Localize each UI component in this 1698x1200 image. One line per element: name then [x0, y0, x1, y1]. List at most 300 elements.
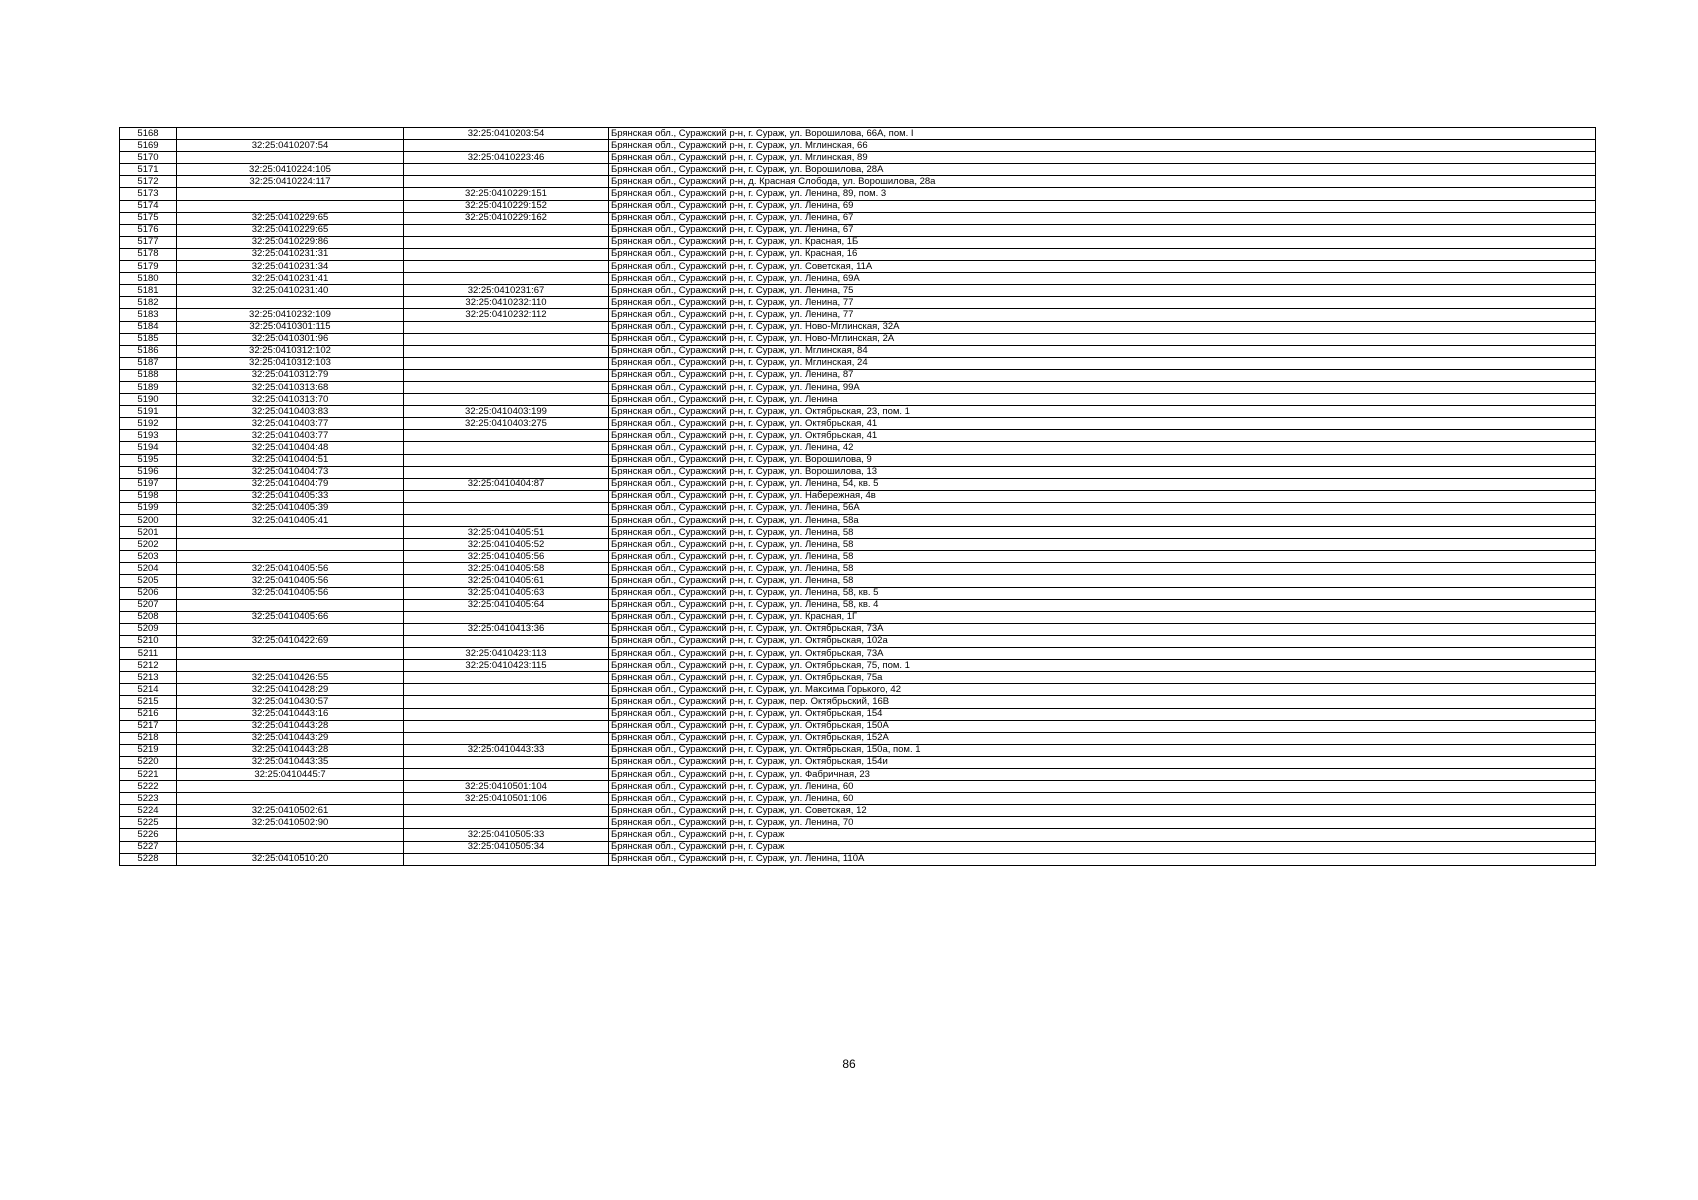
row-number-cell: 5185 [120, 333, 177, 345]
table-row [120, 575, 1596, 587]
table-row [120, 309, 1596, 321]
table-row [120, 768, 1596, 780]
cadastral-number-b-cell: 32:25:0410232:110 [404, 297, 609, 309]
cadastral-number-a-cell: 32:25:0410207:54 [177, 140, 404, 152]
address-cell: Брянская обл., Суражский р-н, г. Сураж, ул. Советская, 12 [609, 805, 1596, 817]
cadastral-number-b-cell: 32:25:0410403:275 [404, 418, 609, 430]
cadastral-number-b-cell: 32:25:0410501:106 [404, 793, 609, 805]
row-number-cell: 5178 [120, 248, 177, 260]
row-number-cell: 5209 [120, 623, 177, 635]
table-row [120, 635, 1596, 647]
address-cell: Брянская обл., Суражский р-н, г. Сураж, ул. Ленина, 99А [609, 381, 1596, 393]
cadastral-number-a-cell: 32:25:0410312:102 [177, 345, 404, 357]
cadastral-number-b-cell [404, 490, 609, 502]
table-row [120, 285, 1596, 297]
cadastral-number-b-cell: 32:25:0410423:115 [404, 660, 609, 672]
table-row [120, 732, 1596, 744]
table-row [120, 454, 1596, 466]
table-row [120, 502, 1596, 514]
row-number-cell: 5205 [120, 575, 177, 587]
address-cell: Брянская обл., Суражский р-н, г. Сураж, ул. Ленина, 69 [609, 200, 1596, 212]
address-cell: Брянская обл., Суражский р-н, г. Сураж, ул. Октябрьская, 150а, пом. 1 [609, 744, 1596, 756]
address-cell: Брянская обл., Суражский р-н, г. Сураж, ул. Ленина, 58, кв. 5 [609, 587, 1596, 599]
table-row [120, 805, 1596, 817]
cadastral-number-a-cell: 32:25:0410231:40 [177, 285, 404, 297]
row-number-cell: 5189 [120, 381, 177, 393]
cadastral-number-a-cell: 32:25:0410445:7 [177, 768, 404, 780]
cadastral-number-a-cell: 32:25:0410405:66 [177, 611, 404, 623]
address-cell: Брянская обл., Суражский р-н, г. Сураж, ул. Ново-Мглинская, 32А [609, 321, 1596, 333]
address-cell: Брянская обл., Суражский р-н, г. Сураж, ул. Октябрьская, 23, пом. 1 [609, 406, 1596, 418]
cadastral-number-a-cell: 32:25:0410502:90 [177, 817, 404, 829]
table-row [120, 152, 1596, 164]
table-row [120, 248, 1596, 260]
table-row [120, 261, 1596, 273]
cadastral-number-b-cell [404, 454, 609, 466]
row-number-cell: 5174 [120, 200, 177, 212]
cadastral-number-a-cell: 32:25:0410312:79 [177, 369, 404, 381]
address-cell: Брянская обл., Суражский р-н, г. Сураж, ул. Красная, 1Б [609, 236, 1596, 248]
row-number-cell: 5196 [120, 466, 177, 478]
row-number-cell: 5218 [120, 732, 177, 744]
cadastral-number-a-cell: 32:25:0410405:39 [177, 502, 404, 514]
cadastral-number-b-cell [404, 333, 609, 345]
row-number-cell: 5213 [120, 672, 177, 684]
cadastral-number-b-cell [404, 273, 609, 285]
address-cell: Брянская обл., Суражский р-н, г. Сураж, ул. Ворошилова, 9 [609, 454, 1596, 466]
address-cell: Брянская обл., Суражский р-н, г. Сураж, ул. Ленина, 89, пом. 3 [609, 188, 1596, 200]
row-number-cell: 5183 [120, 309, 177, 321]
cadastral-number-b-cell [404, 369, 609, 381]
table-row [120, 648, 1596, 660]
row-number-cell: 5228 [120, 853, 177, 865]
table-row [120, 430, 1596, 442]
cadastral-number-b-cell [404, 357, 609, 369]
address-cell: Брянская обл., Суражский р-н, г. Сураж, ул. Красная, 1Г [609, 611, 1596, 623]
cadastral-number-b-cell [404, 236, 609, 248]
cadastral-number-a-cell: 32:25:0410443:16 [177, 708, 404, 720]
table-row [120, 345, 1596, 357]
row-number-cell: 5179 [120, 261, 177, 273]
row-number-cell: 5217 [120, 720, 177, 732]
table-row [120, 841, 1596, 853]
address-cell: Брянская обл., Суражский р-н, г. Сураж, ул. Мглинская, 89 [609, 152, 1596, 164]
cadastral-number-a-cell [177, 648, 404, 660]
address-cell: Брянская обл., Суражский р-н, г. Сураж, ул. Октябрьская, 152А [609, 732, 1596, 744]
address-cell: Брянская обл., Суражский р-н, г. Сураж, ул. Мглинская, 66 [609, 140, 1596, 152]
table-row [120, 236, 1596, 248]
row-number-cell: 5175 [120, 212, 177, 224]
address-cell: Брянская обл., Суражский р-н, г. Сураж, ул. Ленина, 77 [609, 297, 1596, 309]
cadastral-number-a-cell: 32:25:0410404:48 [177, 442, 404, 454]
row-number-cell: 5215 [120, 696, 177, 708]
cadastral-number-a-cell: 32:25:0410405:56 [177, 575, 404, 587]
row-number-cell: 5216 [120, 708, 177, 720]
cadastral-number-b-cell [404, 466, 609, 478]
cadastral-number-a-cell: 32:25:0410403:77 [177, 430, 404, 442]
cadastral-number-a-cell: 32:25:0410229:86 [177, 236, 404, 248]
cadastral-number-b-cell: 32:25:0410423:113 [404, 648, 609, 660]
address-cell: Брянская обл., Суражский р-н, г. Сураж, ул. Мглинская, 84 [609, 345, 1596, 357]
row-number-cell: 5172 [120, 176, 177, 188]
address-cell: Брянская обл., Суражский р-н, г. Сураж, ул. Ленина, 58 [609, 527, 1596, 539]
row-number-cell: 5202 [120, 539, 177, 551]
table-row [120, 188, 1596, 200]
row-number-cell: 5226 [120, 829, 177, 841]
cadastral-number-a-cell: 32:25:0410403:77 [177, 418, 404, 430]
cadastral-objects-table [119, 127, 1596, 866]
row-number-cell: 5199 [120, 502, 177, 514]
address-cell: Брянская обл., Суражский р-н, г. Сураж, ул. Ленина, 58 [609, 539, 1596, 551]
table-row [120, 551, 1596, 563]
cadastral-number-b-cell [404, 672, 609, 684]
address-cell: Брянская обл., Суражский р-н, г. Сураж, ул. Октябрьская, 154 [609, 708, 1596, 720]
cadastral-number-b-cell [404, 345, 609, 357]
cadastral-number-b-cell: 32:25:0410505:33 [404, 829, 609, 841]
row-number-cell: 5173 [120, 188, 177, 200]
address-cell: Брянская обл., Суражский р-н, г. Сураж, ул. Максима Горького, 42 [609, 684, 1596, 696]
address-cell: Брянская обл., Суражский р-н, г. Сураж, ул. Октябрьская, 102а [609, 635, 1596, 647]
cadastral-number-b-cell: 32:25:0410403:199 [404, 406, 609, 418]
cadastral-number-b-cell: 32:25:0410223:46 [404, 152, 609, 164]
cadastral-number-b-cell: 32:25:0410231:67 [404, 285, 609, 297]
cadastral-number-a-cell [177, 539, 404, 551]
address-cell: Брянская обл., Суражский р-н, г. Сураж, ул. Фабричная, 23 [609, 768, 1596, 780]
table-row [120, 720, 1596, 732]
cadastral-number-a-cell [177, 527, 404, 539]
cadastral-number-a-cell: 32:25:0410404:51 [177, 454, 404, 466]
row-number-cell: 5224 [120, 805, 177, 817]
address-cell: Брянская обл., Суражский р-н, г. Сураж, ул. Ленина, 77 [609, 309, 1596, 321]
row-number-cell: 5211 [120, 648, 177, 660]
table-row [120, 599, 1596, 611]
cadastral-number-b-cell [404, 853, 609, 865]
address-cell: Брянская обл., Суражский р-н, г. Сураж, ул. Ленина, 58 [609, 551, 1596, 563]
table-row [120, 466, 1596, 478]
address-cell: Брянская обл., Суражский р-н, г. Сураж, ул. Октябрьская, 75а [609, 672, 1596, 684]
row-number-cell: 5180 [120, 273, 177, 285]
row-number-cell: 5190 [120, 394, 177, 406]
table-body [120, 128, 1596, 866]
cadastral-number-a-cell: 32:25:0410443:35 [177, 756, 404, 768]
table-row [120, 200, 1596, 212]
row-number-cell: 5194 [120, 442, 177, 454]
address-cell: Брянская обл., Суражский р-н, г. Сураж, ул. Октябрьская, 73А [609, 623, 1596, 635]
cadastral-number-a-cell: 32:25:0410404:79 [177, 478, 404, 490]
cadastral-number-a-cell: 32:25:0410510:20 [177, 853, 404, 865]
cadastral-number-a-cell: 32:25:0410224:117 [177, 176, 404, 188]
cadastral-number-b-cell: 32:25:0410229:152 [404, 200, 609, 212]
cadastral-number-b-cell [404, 684, 609, 696]
cadastral-number-a-cell [177, 200, 404, 212]
row-number-cell: 5222 [120, 781, 177, 793]
row-number-cell: 5170 [120, 152, 177, 164]
address-cell: Брянская обл., Суражский р-н, г. Сураж, ул. Ленина, 58 [609, 575, 1596, 587]
cadastral-number-b-cell [404, 805, 609, 817]
cadastral-number-b-cell [404, 502, 609, 514]
cadastral-number-b-cell: 32:25:0410229:151 [404, 188, 609, 200]
table-row [120, 164, 1596, 176]
cadastral-number-b-cell [404, 732, 609, 744]
cadastral-number-a-cell: 32:25:0410422:69 [177, 635, 404, 647]
cadastral-number-b-cell: 32:25:0410405:52 [404, 539, 609, 551]
table-row [120, 672, 1596, 684]
cadastral-number-b-cell: 32:25:0410232:112 [404, 309, 609, 321]
cadastral-number-b-cell [404, 817, 609, 829]
row-number-cell: 5192 [120, 418, 177, 430]
table-row [120, 406, 1596, 418]
table-row [120, 490, 1596, 502]
address-cell: Брянская обл., Суражский р-н, г. Сураж, ул. Ленина, 75 [609, 285, 1596, 297]
row-number-cell: 5207 [120, 599, 177, 611]
table-row [120, 297, 1596, 309]
address-cell: Брянская обл., Суражский р-н, г. Сураж, ул. Ленина, 87 [609, 369, 1596, 381]
cadastral-number-b-cell: 32:25:0410501:104 [404, 781, 609, 793]
cadastral-number-a-cell [177, 188, 404, 200]
cadastral-number-a-cell: 32:25:0410229:65 [177, 224, 404, 236]
table-row [120, 478, 1596, 490]
address-cell: Брянская обл., Суражский р-н, г. Сураж, ул. Ленина, 58 [609, 563, 1596, 575]
row-number-cell: 5225 [120, 817, 177, 829]
table-row [120, 527, 1596, 539]
page-number: 86 [842, 1057, 856, 1071]
cadastral-number-a-cell [177, 152, 404, 164]
table-row [120, 224, 1596, 236]
row-number-cell: 5187 [120, 357, 177, 369]
cadastral-number-a-cell [177, 781, 404, 793]
address-cell: Брянская обл., Суражский р-н, г. Сураж, ул. Ленина, 42 [609, 442, 1596, 454]
table-row [120, 357, 1596, 369]
cadastral-number-a-cell: 32:25:0410231:34 [177, 261, 404, 273]
table-row [120, 563, 1596, 575]
table-row [120, 539, 1596, 551]
row-number-cell: 5188 [120, 369, 177, 381]
row-number-cell: 5203 [120, 551, 177, 563]
cadastral-number-a-cell: 32:25:0410231:41 [177, 273, 404, 285]
row-number-cell: 5195 [120, 454, 177, 466]
cadastral-number-a-cell: 32:25:0410232:109 [177, 309, 404, 321]
address-cell: Брянская обл., Суражский р-н, г. Сураж, пер. Октябрьский, 16В [609, 696, 1596, 708]
row-number-cell: 5214 [120, 684, 177, 696]
table-row [120, 381, 1596, 393]
row-number-cell: 5227 [120, 841, 177, 853]
cadastral-number-a-cell [177, 660, 404, 672]
cadastral-number-b-cell [404, 321, 609, 333]
cadastral-number-b-cell [404, 720, 609, 732]
address-cell: Брянская обл., Суражский р-н, г. Сураж, ул. Ленина, 56А [609, 502, 1596, 514]
cadastral-number-b-cell: 32:25:0410413:36 [404, 623, 609, 635]
table-row [120, 793, 1596, 805]
table-row [120, 273, 1596, 285]
address-cell: Брянская обл., Суражский р-н, г. Сураж, ул. Ленина, 54, кв. 5 [609, 478, 1596, 490]
cadastral-number-a-cell [177, 128, 404, 140]
address-cell: Брянская обл., Суражский р-н, г. Сураж, ул. Ворошилова, 66А, пом. I [609, 128, 1596, 140]
cadastral-number-a-cell: 32:25:0410502:61 [177, 805, 404, 817]
row-number-cell: 5201 [120, 527, 177, 539]
address-cell: Брянская обл., Суражский р-н, г. Сураж, ул. Ленина, 58, кв. 4 [609, 599, 1596, 611]
cadastral-number-b-cell [404, 394, 609, 406]
table-row [120, 829, 1596, 841]
cadastral-number-b-cell [404, 224, 609, 236]
row-number-cell: 5184 [120, 321, 177, 333]
row-number-cell: 5197 [120, 478, 177, 490]
cadastral-number-b-cell: 32:25:0410404:87 [404, 478, 609, 490]
cadastral-number-a-cell [177, 623, 404, 635]
cadastral-number-b-cell [404, 176, 609, 188]
cadastral-number-b-cell [404, 442, 609, 454]
row-number-cell: 5219 [120, 744, 177, 756]
cadastral-number-b-cell [404, 248, 609, 260]
address-cell: Брянская обл., Суражский р-н, г. Сураж, ул. Октябрьская, 41 [609, 418, 1596, 430]
cadastral-number-b-cell [404, 768, 609, 780]
table-row [120, 853, 1596, 865]
cadastral-number-b-cell: 32:25:0410229:162 [404, 212, 609, 224]
cadastral-number-a-cell: 32:25:0410405:41 [177, 515, 404, 527]
address-cell: Брянская обл., Суражский р-н, д. Красная Слобода, ул. Ворошилова, 28а [609, 176, 1596, 188]
address-cell: Брянская обл., Суражский р-н, г. Сураж, ул. Октябрьская, 75, пом. 1 [609, 660, 1596, 672]
cadastral-number-a-cell: 32:25:0410301:96 [177, 333, 404, 345]
table-row [120, 744, 1596, 756]
cadastral-number-b-cell [404, 430, 609, 442]
cadastral-number-b-cell: 32:25:0410405:61 [404, 575, 609, 587]
cadastral-number-a-cell: 32:25:0410443:28 [177, 720, 404, 732]
cadastral-number-b-cell [404, 140, 609, 152]
address-cell: Брянская обл., Суражский р-н, г. Сураж, ул. Ленина, 110А [609, 853, 1596, 865]
table-row [120, 140, 1596, 152]
cadastral-number-b-cell [404, 164, 609, 176]
cadastral-number-a-cell: 32:25:0410301:115 [177, 321, 404, 333]
row-number-cell: 5212 [120, 660, 177, 672]
cadastral-number-b-cell: 32:25:0410405:58 [404, 563, 609, 575]
table-row [120, 756, 1596, 768]
address-cell: Брянская обл., Суражский р-н, г. Сураж, ул. Ленина, 70 [609, 817, 1596, 829]
row-number-cell: 5193 [120, 430, 177, 442]
table-row [120, 212, 1596, 224]
table-row [120, 128, 1596, 140]
row-number-cell: 5206 [120, 587, 177, 599]
address-cell: Брянская обл., Суражский р-н, г. Сураж, ул. Ленина, 67 [609, 224, 1596, 236]
table-row [120, 708, 1596, 720]
address-cell: Брянская обл., Суражский р-н, г. Сураж, ул. Ново-Мглинская, 2А [609, 333, 1596, 345]
row-number-cell: 5223 [120, 793, 177, 805]
address-cell: Брянская обл., Суражский р-н, г. Сураж, ул. Ворошилова, 28А [609, 164, 1596, 176]
address-cell: Брянская обл., Суражский р-н, г. Сураж, ул. Ленина, 58а [609, 515, 1596, 527]
cadastral-number-a-cell: 32:25:0410405:33 [177, 490, 404, 502]
table-row [120, 611, 1596, 623]
row-number-cell: 5220 [120, 756, 177, 768]
cadastral-number-b-cell [404, 696, 609, 708]
cadastral-number-a-cell [177, 793, 404, 805]
cadastral-number-a-cell [177, 829, 404, 841]
address-cell: Брянская обл., Суражский р-н, г. Сураж, ул. Ленина, 60 [609, 781, 1596, 793]
table-row [120, 623, 1596, 635]
table-row [120, 321, 1596, 333]
cadastral-number-b-cell: 32:25:0410405:63 [404, 587, 609, 599]
address-cell: Брянская обл., Суражский р-н, г. Сураж, ул. Красная, 16 [609, 248, 1596, 260]
cadastral-number-a-cell: 32:25:0410231:31 [177, 248, 404, 260]
table-row [120, 176, 1596, 188]
row-number-cell: 5182 [120, 297, 177, 309]
table-row [120, 696, 1596, 708]
cadastral-number-a-cell [177, 551, 404, 563]
row-number-cell: 5204 [120, 563, 177, 575]
cadastral-number-b-cell: 32:25:0410405:56 [404, 551, 609, 563]
row-number-cell: 5177 [120, 236, 177, 248]
table-row [120, 515, 1596, 527]
table-row [120, 781, 1596, 793]
address-cell: Брянская обл., Суражский р-н, г. Сураж, ул. Октябрьская, 73А [609, 648, 1596, 660]
address-cell: Брянская обл., Суражский р-н, г. Сураж [609, 841, 1596, 853]
cadastral-number-a-cell [177, 599, 404, 611]
row-number-cell: 5176 [120, 224, 177, 236]
cadastral-number-b-cell: 32:25:0410405:64 [404, 599, 609, 611]
address-cell: Брянская обл., Суражский р-н, г. Сураж, ул. Советская, 11А [609, 261, 1596, 273]
row-number-cell: 5210 [120, 635, 177, 647]
cadastral-number-a-cell: 32:25:0410229:65 [177, 212, 404, 224]
cadastral-number-a-cell: 32:25:0410313:68 [177, 381, 404, 393]
address-cell: Брянская обл., Суражский р-н, г. Сураж, ул. Ленина, 69А [609, 273, 1596, 285]
cadastral-number-a-cell: 32:25:0410443:28 [177, 744, 404, 756]
address-cell: Брянская обл., Суражский р-н, г. Сураж [609, 829, 1596, 841]
cadastral-number-b-cell: 32:25:0410443:33 [404, 744, 609, 756]
cadastral-number-a-cell [177, 841, 404, 853]
row-number-cell: 5181 [120, 285, 177, 297]
cadastral-number-b-cell: 32:25:0410203:54 [404, 128, 609, 140]
address-cell: Брянская обл., Суражский р-н, г. Сураж, ул. Октябрьская, 154и [609, 756, 1596, 768]
cadastral-number-a-cell: 32:25:0410313:70 [177, 394, 404, 406]
address-cell: Брянская обл., Суражский р-н, г. Сураж, ул. Ленина, 60 [609, 793, 1596, 805]
table-row [120, 369, 1596, 381]
cadastral-number-a-cell: 32:25:0410428:29 [177, 684, 404, 696]
table-row [120, 418, 1596, 430]
cadastral-number-b-cell [404, 515, 609, 527]
table-row [120, 333, 1596, 345]
cadastral-number-b-cell: 32:25:0410405:51 [404, 527, 609, 539]
row-number-cell: 5221 [120, 768, 177, 780]
row-number-cell: 5208 [120, 611, 177, 623]
address-cell: Брянская обл., Суражский р-н, г. Сураж, ул. Октябрьская, 150А [609, 720, 1596, 732]
cadastral-number-a-cell [177, 297, 404, 309]
cadastral-number-b-cell [404, 261, 609, 273]
cadastral-number-b-cell [404, 708, 609, 720]
cadastral-number-a-cell: 32:25:0410405:56 [177, 563, 404, 575]
table-row [120, 684, 1596, 696]
row-number-cell: 5171 [120, 164, 177, 176]
cadastral-number-a-cell: 32:25:0410443:29 [177, 732, 404, 744]
cadastral-number-b-cell: 32:25:0410505:34 [404, 841, 609, 853]
row-number-cell: 5169 [120, 140, 177, 152]
cadastral-number-a-cell: 32:25:0410426:55 [177, 672, 404, 684]
cadastral-number-a-cell: 32:25:0410224:105 [177, 164, 404, 176]
cadastral-number-a-cell: 32:25:0410403:83 [177, 406, 404, 418]
cadastral-number-b-cell [404, 611, 609, 623]
address-cell: Брянская обл., Суражский р-н, г. Сураж, ул. Октябрьская, 41 [609, 430, 1596, 442]
address-cell: Брянская обл., Суражский р-н, г. Сураж, ул. Мглинская, 24 [609, 357, 1596, 369]
cadastral-number-b-cell [404, 756, 609, 768]
address-cell: Брянская обл., Суражский р-н, г. Сураж, ул. Набережная, 4в [609, 490, 1596, 502]
address-cell: Брянская обл., Суражский р-н, г. Сураж, ул. Ленина, 67 [609, 212, 1596, 224]
cadastral-number-a-cell: 32:25:0410405:56 [177, 587, 404, 599]
table-row [120, 817, 1596, 829]
row-number-cell: 5198 [120, 490, 177, 502]
table-row [120, 660, 1596, 672]
row-number-cell: 5191 [120, 406, 177, 418]
row-number-cell: 5186 [120, 345, 177, 357]
cadastral-number-b-cell [404, 635, 609, 647]
table-row [120, 587, 1596, 599]
cadastral-number-a-cell: 32:25:0410404:73 [177, 466, 404, 478]
cadastral-number-a-cell: 32:25:0410430:57 [177, 696, 404, 708]
